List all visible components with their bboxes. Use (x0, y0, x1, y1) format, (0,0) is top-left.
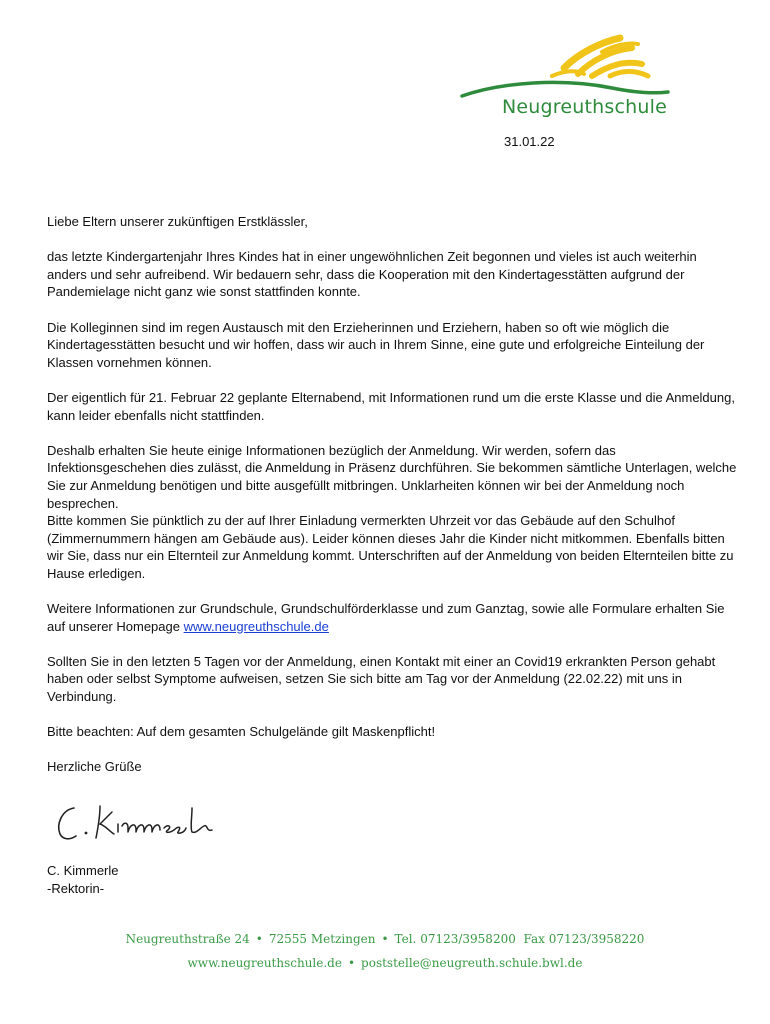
footer-separator: • (347, 956, 356, 970)
footer-web-line (0, 956, 770, 970)
paragraph-6-text: Weitere Informationen zur Grundschule, Grundschulförderklasse und zum Ganztag, sowie alle Formulare erhalten Sie auf unserer Homepage (47, 601, 725, 634)
school-logo (452, 30, 682, 130)
footer-website[interactable]: www.neugreuthschule.de (187, 956, 342, 970)
footer-email[interactable]: poststelle@neugreuth.schule.bwl.de (361, 956, 583, 970)
closing: Herzliche Grüße (47, 759, 142, 775)
footer-city: 72555 Metzingen (268, 932, 376, 946)
paragraph-4: Deshalb erhalten Sie heute einige Informationen bezüglich der Anmeldung. Wir werden, sofern das Infektionsgeschehen dies zulässt, die Anmeldung in Präsenz durchführen. Sie bekommen sämtliche Unterlagen, welche Sie zur Anmeldung benötigen und bitte ausgefüllt mitbringen. Unklarheiten können wir bei der Anmeldung noch besprechen. (47, 442, 737, 511)
paragraph-2: Die Kolleginnen sind im regen Austausch mit den Erzieherinnen und Erziehern, haben so oft wie möglich die Kindertagesstätten besucht und wir hoffen, dass wir auch in Ihrem Sinne, eine gute und erfolgreiche Einteilung der Klassen vornehmen können. (47, 319, 705, 370)
signer-role: -Rektorin- (47, 880, 105, 896)
signer-name: C. Kimmerle (47, 863, 119, 878)
paragraph-8: Bitte beachten: Auf dem gesamten Schulgelände gilt Maskenpflicht! (47, 724, 436, 740)
homepage-link[interactable]: www.neugreuthschule.de (183, 618, 329, 634)
signature-graphic (52, 800, 232, 848)
footer-separator: • (255, 932, 263, 946)
paragraph-1: das letzte Kindergartenjahr Ihres Kindes hat in einer ungewöhnlichen Zeit begonnen und vieles ist auch weiterhin anders und sehr aufreibend. Wir bedauern sehr, dass die Kooperation mit den Kindertagesstätten aufgrund der Pandemielage nicht ganz wie sonst stattfinden konnte. (47, 249, 697, 300)
footer-fax: Fax 07123/3958220 (523, 932, 645, 946)
letter-body (47, 213, 737, 776)
school-name: Neugreuthschule (502, 96, 668, 118)
footer-address: Neugreuthstraße 24 (125, 932, 250, 946)
footer-phone: Tel. 07123/3958200 (394, 932, 516, 946)
paragraph-5: Bitte kommen Sie pünktlich zu der auf Ihrer Einladung vermerkten Uhrzeit vor das Gebäude auf den Schulhof (Zimmernummern hängen am Gebäude aus). Leider können dieses Jahr die Kinder nicht mitkommen. Ebenfalls bitten wir Sie, dass nur ein Elternteil zur Anmeldung kommt. Unterschriften auf der Anmeldung von beiden Elternteilen bitte zu Hause erledigen. (47, 513, 734, 581)
handwritten-signature (52, 800, 232, 848)
footer-contact-line (0, 932, 770, 946)
letter-date: 31.01.22 (504, 134, 555, 149)
footer-separator: • (381, 932, 389, 946)
signer-block (47, 862, 119, 897)
salutation: Liebe Eltern unserer zukünftigen Erstklässler, (47, 214, 308, 229)
paragraph-3: Der eigentlich für 21. Februar 22 geplante Elternabend, mit Informationen rund um die erste Klasse und die Anmeldung, kann leider ebenfalls nicht stattfinden. (47, 389, 735, 423)
paragraph-7: Sollten Sie in den letzten 5 Tagen vor der Anmeldung, einen Kontakt mit einer an Covid19 erkrankten Person gehabt haben oder selbst Symptome aufweisen, setzen Sie sich bitte am Tag vor der Anmeldung (22.02.22) mit uns in Verbindung. (47, 653, 716, 705)
paragraph-6 (47, 600, 737, 635)
